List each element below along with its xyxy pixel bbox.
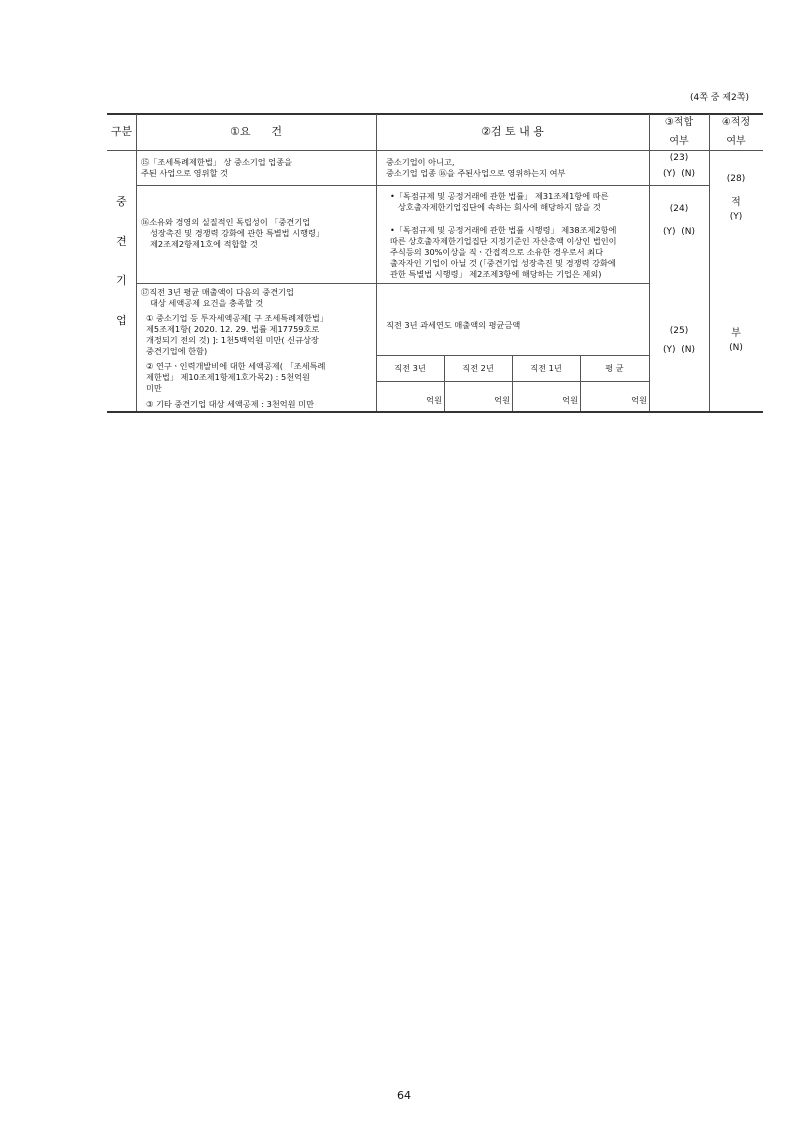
req-15-line2: 주된 사업으로 영위할 것 xyxy=(141,168,228,178)
review-r2-b-line4: 출자자인 기업이 아닐 것 (「중견기업 성장촉진 및 경쟁력 강화에 xyxy=(390,258,616,268)
sales-cell-1y[interactable]: 억원 xyxy=(562,395,578,405)
review-r2-b-line1: •「독점규제 및 공정거래에 관한 법률 시행령」 제38조제2항에 xyxy=(390,225,617,235)
header-review: ②검 토 내 용 xyxy=(481,125,544,138)
review-r2-a-line1: •「독점규제 및 공정거래에 관한 법률」 제31조제1항에 따른 xyxy=(390,191,609,201)
fit-code-24: (24) xyxy=(669,204,689,214)
judge-code-28: (28) xyxy=(726,174,746,184)
judge-ok[interactable]: 적 xyxy=(731,197,741,208)
category-char: 업 xyxy=(116,314,127,327)
page-indicator: (4쪽 중 제2쪽) xyxy=(690,93,749,103)
header-requirement: ①요 건 xyxy=(229,125,283,138)
row-divider xyxy=(136,185,709,186)
req-17-item1-line4: 중견기업에 한함) xyxy=(146,346,208,356)
category-char: 기 xyxy=(116,274,127,287)
review-r3-title: 직전 3년 과세연도 매출액의 평균금액 xyxy=(386,320,521,330)
header-judge-line2: 여부 xyxy=(726,136,746,147)
req-17-item1-line2: 제5조제1항( 2020. 12. 29. 법률 제17759호로 xyxy=(146,324,320,334)
sales-cell-2y[interactable]: 억원 xyxy=(494,395,510,405)
review-r1-line1: 중소기업이 아니고, xyxy=(386,157,455,167)
req-15-line1: ⑮「조세특례제한법」 상 중소기업 업종을 xyxy=(141,157,293,167)
fit-yn-23[interactable]: (Y) (N) xyxy=(663,169,695,179)
req-16-line1: ⑯소유와 경영의 실질적인 독립성이 「중견기업 xyxy=(141,217,311,227)
req-17-item3: ③ 기타 중견기업 대상 세액공제 : 3천억원 미만 xyxy=(146,399,314,409)
req-17-line1: ⑰직전 3년 평균 매출액이 다음의 중견기업 xyxy=(141,287,294,297)
sales-cell-avg[interactable]: 억원 xyxy=(631,395,647,405)
judge-no[interactable]: 부 xyxy=(731,328,741,339)
review-r2-b-line3: 주식등의 30%이상을 직ㆍ간접적으로 소유한 경우로서 최다 xyxy=(390,247,604,257)
req-17-item2-line3: 미만 xyxy=(146,383,162,393)
req-17-line2: 대상 세액공제 요건을 충족할 것 xyxy=(150,298,264,308)
category-char: 중 xyxy=(116,195,127,208)
review-r2-b-line2: 따른 상호출자제한기업집단 지정기준인 자산총액 이상인 법인이 xyxy=(390,236,617,246)
review-r2-a-line2: 상호출자제한기업집단에 속하는 회사에 해당하지 않을 것 xyxy=(398,202,601,212)
fit-yn-25[interactable]: (Y) (N) xyxy=(663,345,695,355)
fit-code-25: (25) xyxy=(669,326,689,336)
header-fit-line1: ③적합 xyxy=(664,117,694,128)
judge-ok-yn: (Y) xyxy=(729,212,743,222)
col-divider xyxy=(136,114,137,411)
row-divider xyxy=(136,283,649,284)
review-r2-b-line5: 관한 특별법 시행령」 제2조제3항에 해당하는 기업은 제외) xyxy=(390,269,602,279)
header-bottom-border xyxy=(107,150,763,151)
fit-yn-24[interactable]: (Y) (N) xyxy=(663,227,695,237)
fit-code-23: (23) xyxy=(669,153,689,163)
category-char: 견 xyxy=(116,235,127,248)
req-16-line2: 성장촉진 및 경쟁력 강화에 관한 특별법 시행령」 xyxy=(150,228,325,238)
req-17-item1-line1: ① 중소기업 등 투자세액공제[ 구 조세특례제한법」 xyxy=(146,313,329,323)
header-judge-line1: ④적정 xyxy=(721,117,751,128)
header-fit-line2: 여부 xyxy=(669,136,689,147)
sales-cell-3y[interactable]: 억원 xyxy=(426,395,442,405)
header-category: 구분 xyxy=(110,125,133,138)
sales-header-3y: 직전 3년 xyxy=(394,363,426,373)
req-16-line3: 제2조제2항제1호에 적합할 것 xyxy=(150,239,258,249)
judge-no-yn: (N) xyxy=(729,343,743,353)
req-17-item2-line2: 제한법」 제10조제1항제1호가목2) : 5천억원 xyxy=(146,372,310,382)
table-top-border xyxy=(107,113,763,115)
req-17-item1-line3: 개정되기 전의 것) ]: 1천5백억원 미만( 신규상장 xyxy=(146,335,319,345)
review-r1-line2: 중소기업 업종 ⑯을 주된사업으로 영위하는지 여부 xyxy=(386,168,566,178)
sales-header-2y: 직전 2년 xyxy=(462,363,494,373)
col-divider xyxy=(709,114,710,411)
table-bottom-border xyxy=(107,411,763,413)
sales-header-1y: 직전 1년 xyxy=(530,363,562,373)
req-17-item2-line1: ② 연구ㆍ인력개발비에 대한 세액공제( 「조세특례 xyxy=(146,361,326,371)
sales-header-avg: 평 균 xyxy=(605,363,624,373)
page-number: 64 xyxy=(397,1089,411,1102)
